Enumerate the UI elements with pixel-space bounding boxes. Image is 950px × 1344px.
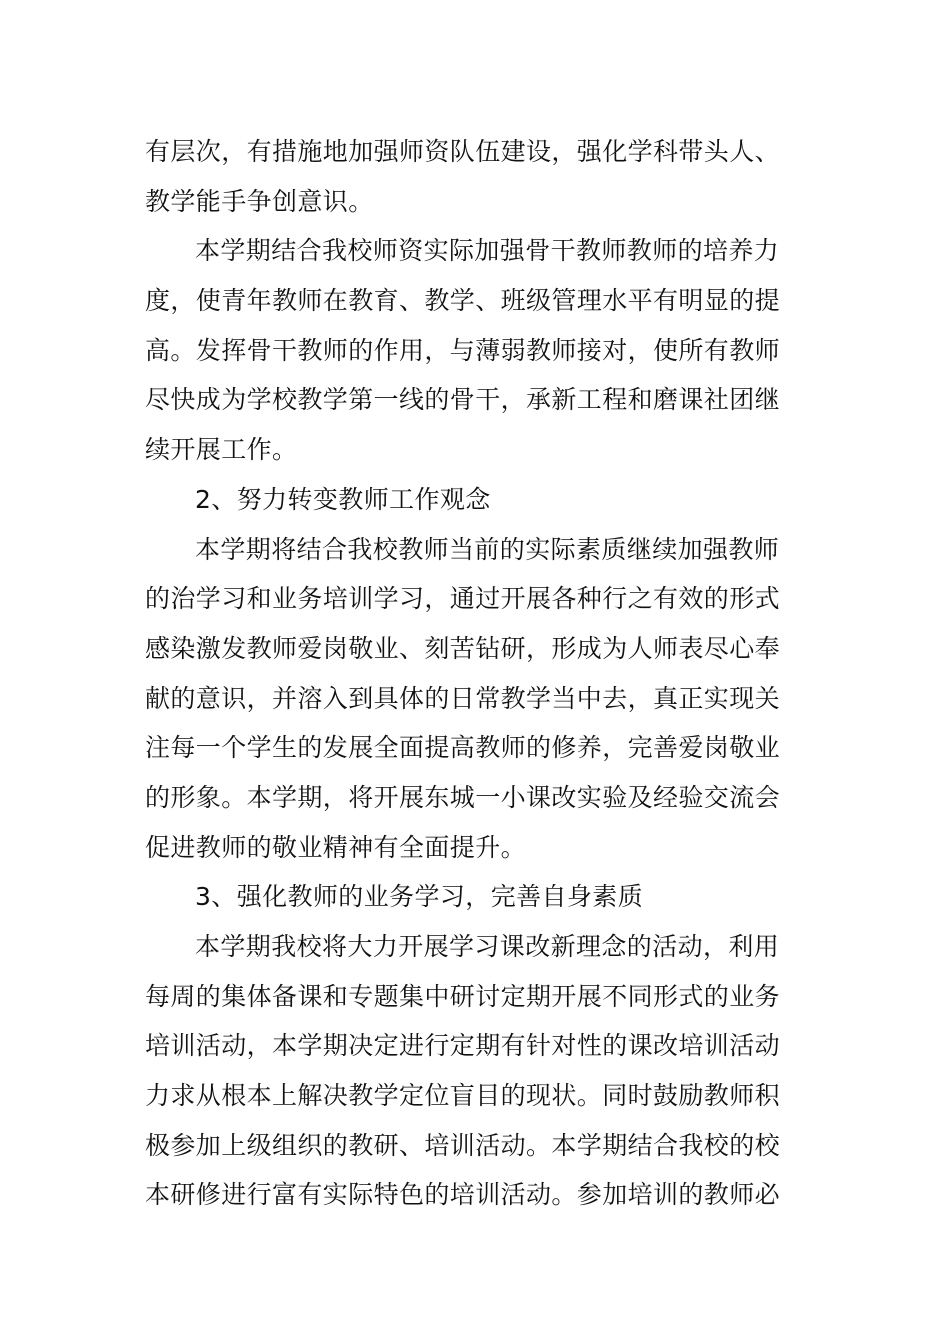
text-line: 注每一个学生的发展全面提高教师的修养，完善爱岗敬业: [145, 733, 781, 763]
paragraph-start-line: 本学期我校将大力开展学习课改新理念的活动，利用: [195, 932, 780, 961]
text-line: 的形象。本学期，将开展东城一小课改实验及经验交流会: [145, 782, 781, 812]
text-line: 每周的集体备课和专题集中研讨定期开展不同形式的业务: [145, 981, 781, 1011]
text-line: 尽快成为学校教学第一线的骨干，承新工程和磨课社团继: [145, 385, 781, 415]
text-line: 教学能手争创意识。: [145, 186, 374, 216]
text-line: 有层次，有措施地加强师资队伍建设，强化学科带头人、: [145, 137, 781, 166]
text-line: 促进教师的敬业精神有全面提升。: [145, 832, 527, 862]
text-line: 感染激发教师爱岗敬业、刻苦钻研，形成为人师表尽心奉: [145, 633, 781, 663]
text-line: 高。发挥骨干教师的作用，与薄弱教师接对，使所有教师: [145, 335, 781, 365]
document-body: [145, 127, 810, 1220]
paragraph-start-line: 本学期将结合我校教师当前的实际素质继续加强教师: [195, 534, 780, 564]
text-line: 本研修进行富有实际特色的培训活动。参加培训的教师必: [145, 1180, 781, 1210]
section-heading: 2、努力转变教师工作观念: [195, 484, 491, 514]
section-heading: 3、强化教师的业务学习，完善自身素质: [195, 882, 644, 912]
text-line: 极参加上级组织的教研、培训活动。本学期结合我校的校: [145, 1130, 781, 1160]
text-line: 力求从根本上解决教学定位盲目的现状。同时鼓励教师积: [145, 1081, 781, 1111]
text-line: 培训活动，本学期决定进行定期有针对性的课改培训活动: [145, 1031, 781, 1061]
text-line: 度，使青年教师在教育、教学、班级管理水平有明显的提: [145, 286, 781, 316]
paragraph-start-line: 本学期结合我校师资实际加强骨干教师教师的培养力: [195, 236, 780, 266]
text-line: 续开展工作。: [145, 435, 298, 465]
text-line: 献的意识，并溶入到具体的日常教学当中去，真正实现关: [145, 683, 781, 713]
text-line: 的治学习和业务培训学习，通过开展各种行之有效的形式: [145, 584, 781, 614]
